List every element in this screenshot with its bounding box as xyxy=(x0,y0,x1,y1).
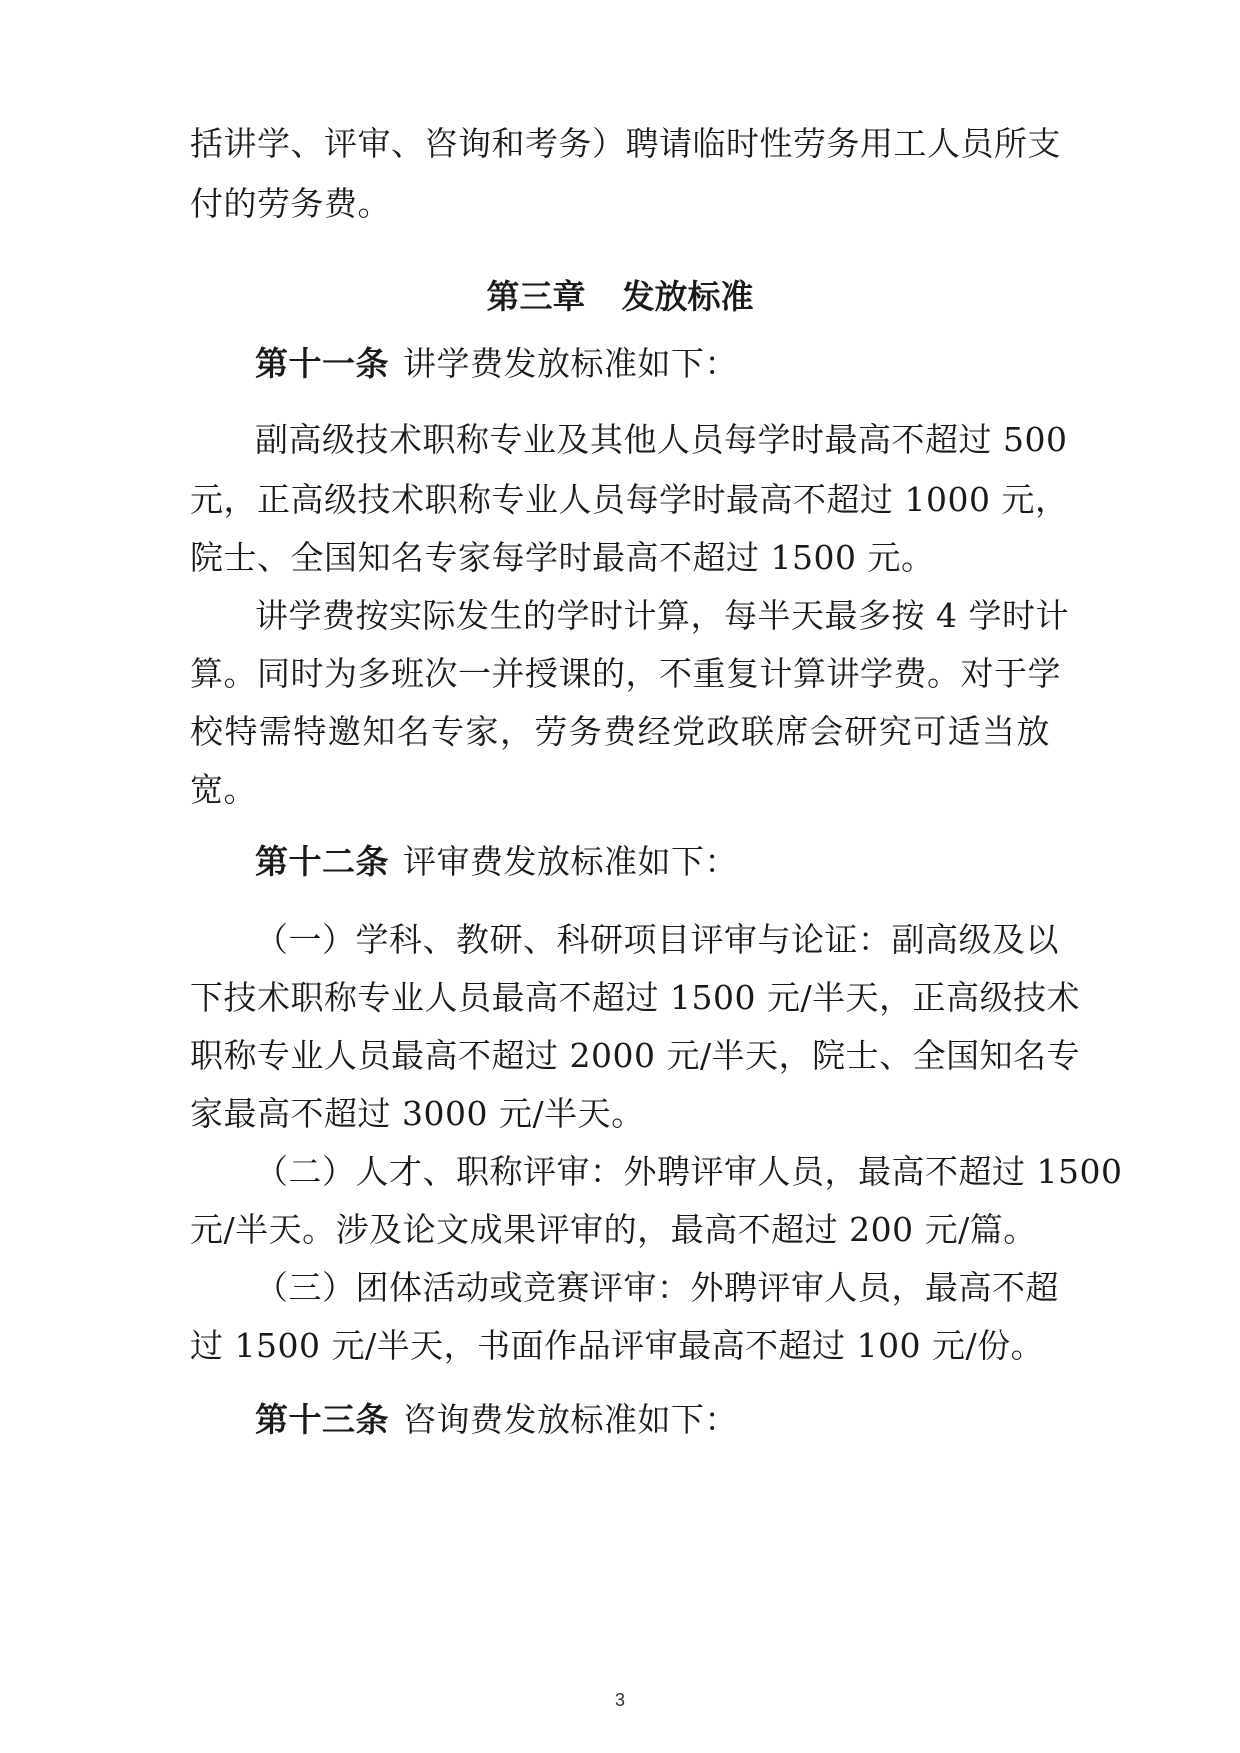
article-11-p1-line-1: 副高级技术职称专业及其他人员每学时最高不超过 500 xyxy=(255,420,1068,459)
article-11-title: 讲学费发放标准如下： xyxy=(403,344,738,383)
article-12-title: 评审费发放标准如下： xyxy=(403,842,738,881)
article-11-p2-line-1: 讲学费按实际发生的学时计算，每半天最多按 4 学时计 xyxy=(255,596,1069,635)
article-11-p2-line-3: 校特需特邀知名专家，劳务费经党政联席会研究可适当放 xyxy=(190,712,1050,751)
article-12-item-2-line-2: 元/半天。涉及论文成果评审的，最高不超过 200 元/篇。 xyxy=(190,1210,1037,1249)
intro-line-1: 括讲学、评审、咨询和考务）聘请临时性劳务用工人员所支 xyxy=(190,124,1061,163)
article-12-item-3-line-2: 过 1500 元/半天，书面作品评审最高不超过 100 元/份。 xyxy=(190,1326,1045,1365)
article-12-item-1-line-1: （一）学科、教研、科研项目评审与论证：副高级及以 xyxy=(255,920,1059,959)
article-11-p2-line-2: 算。同时为多班次一并授课的，不重复计算讲学费。对于学 xyxy=(190,654,1061,693)
chapter-number: 第三章 xyxy=(486,277,586,316)
article-12-item-1-line-4: 家最高不超过 3000 元/半天。 xyxy=(190,1094,645,1133)
article-11-p2-line-4: 宽。 xyxy=(190,770,257,809)
article-13-label: 第十三条 xyxy=(255,1400,389,1439)
article-12-label: 第十二条 xyxy=(255,842,389,881)
intro-line-2: 付的劳务费。 xyxy=(190,184,391,223)
article-12-heading xyxy=(255,840,1050,884)
article-13-heading xyxy=(255,1398,1050,1442)
article-12-item-1-line-2: 下技术职称专业人员最高不超过 1500 元/半天，正高级技术 xyxy=(190,978,1081,1017)
article-12-item-2-line-1: （二）人才、职称评审：外聘评审人员，最高不超过 1500 xyxy=(255,1152,1123,1191)
article-11-heading xyxy=(255,342,1050,386)
article-11-p1-line-2: 元，正高级技术职称专业人员每学时最高不超过 1000 元， xyxy=(190,480,1069,519)
chapter-heading xyxy=(0,275,1240,319)
article-13-title: 咨询费发放标准如下： xyxy=(403,1400,738,1439)
article-12-item-3-line-1: （三）团体活动或竞赛评审：外聘评审人员，最高不超 xyxy=(255,1268,1059,1307)
page-number: 3 xyxy=(614,1690,625,1710)
article-12-item-1-line-3: 职称专业人员最高不超过 2000 元/半天，院士、全国知名专 xyxy=(190,1036,1081,1075)
article-11-label: 第十一条 xyxy=(255,344,389,383)
article-11-p1-line-3: 院士、全国知名专家每学时最高不超过 1500 元。 xyxy=(190,538,935,577)
chapter-title: 发放标准 xyxy=(621,277,754,316)
